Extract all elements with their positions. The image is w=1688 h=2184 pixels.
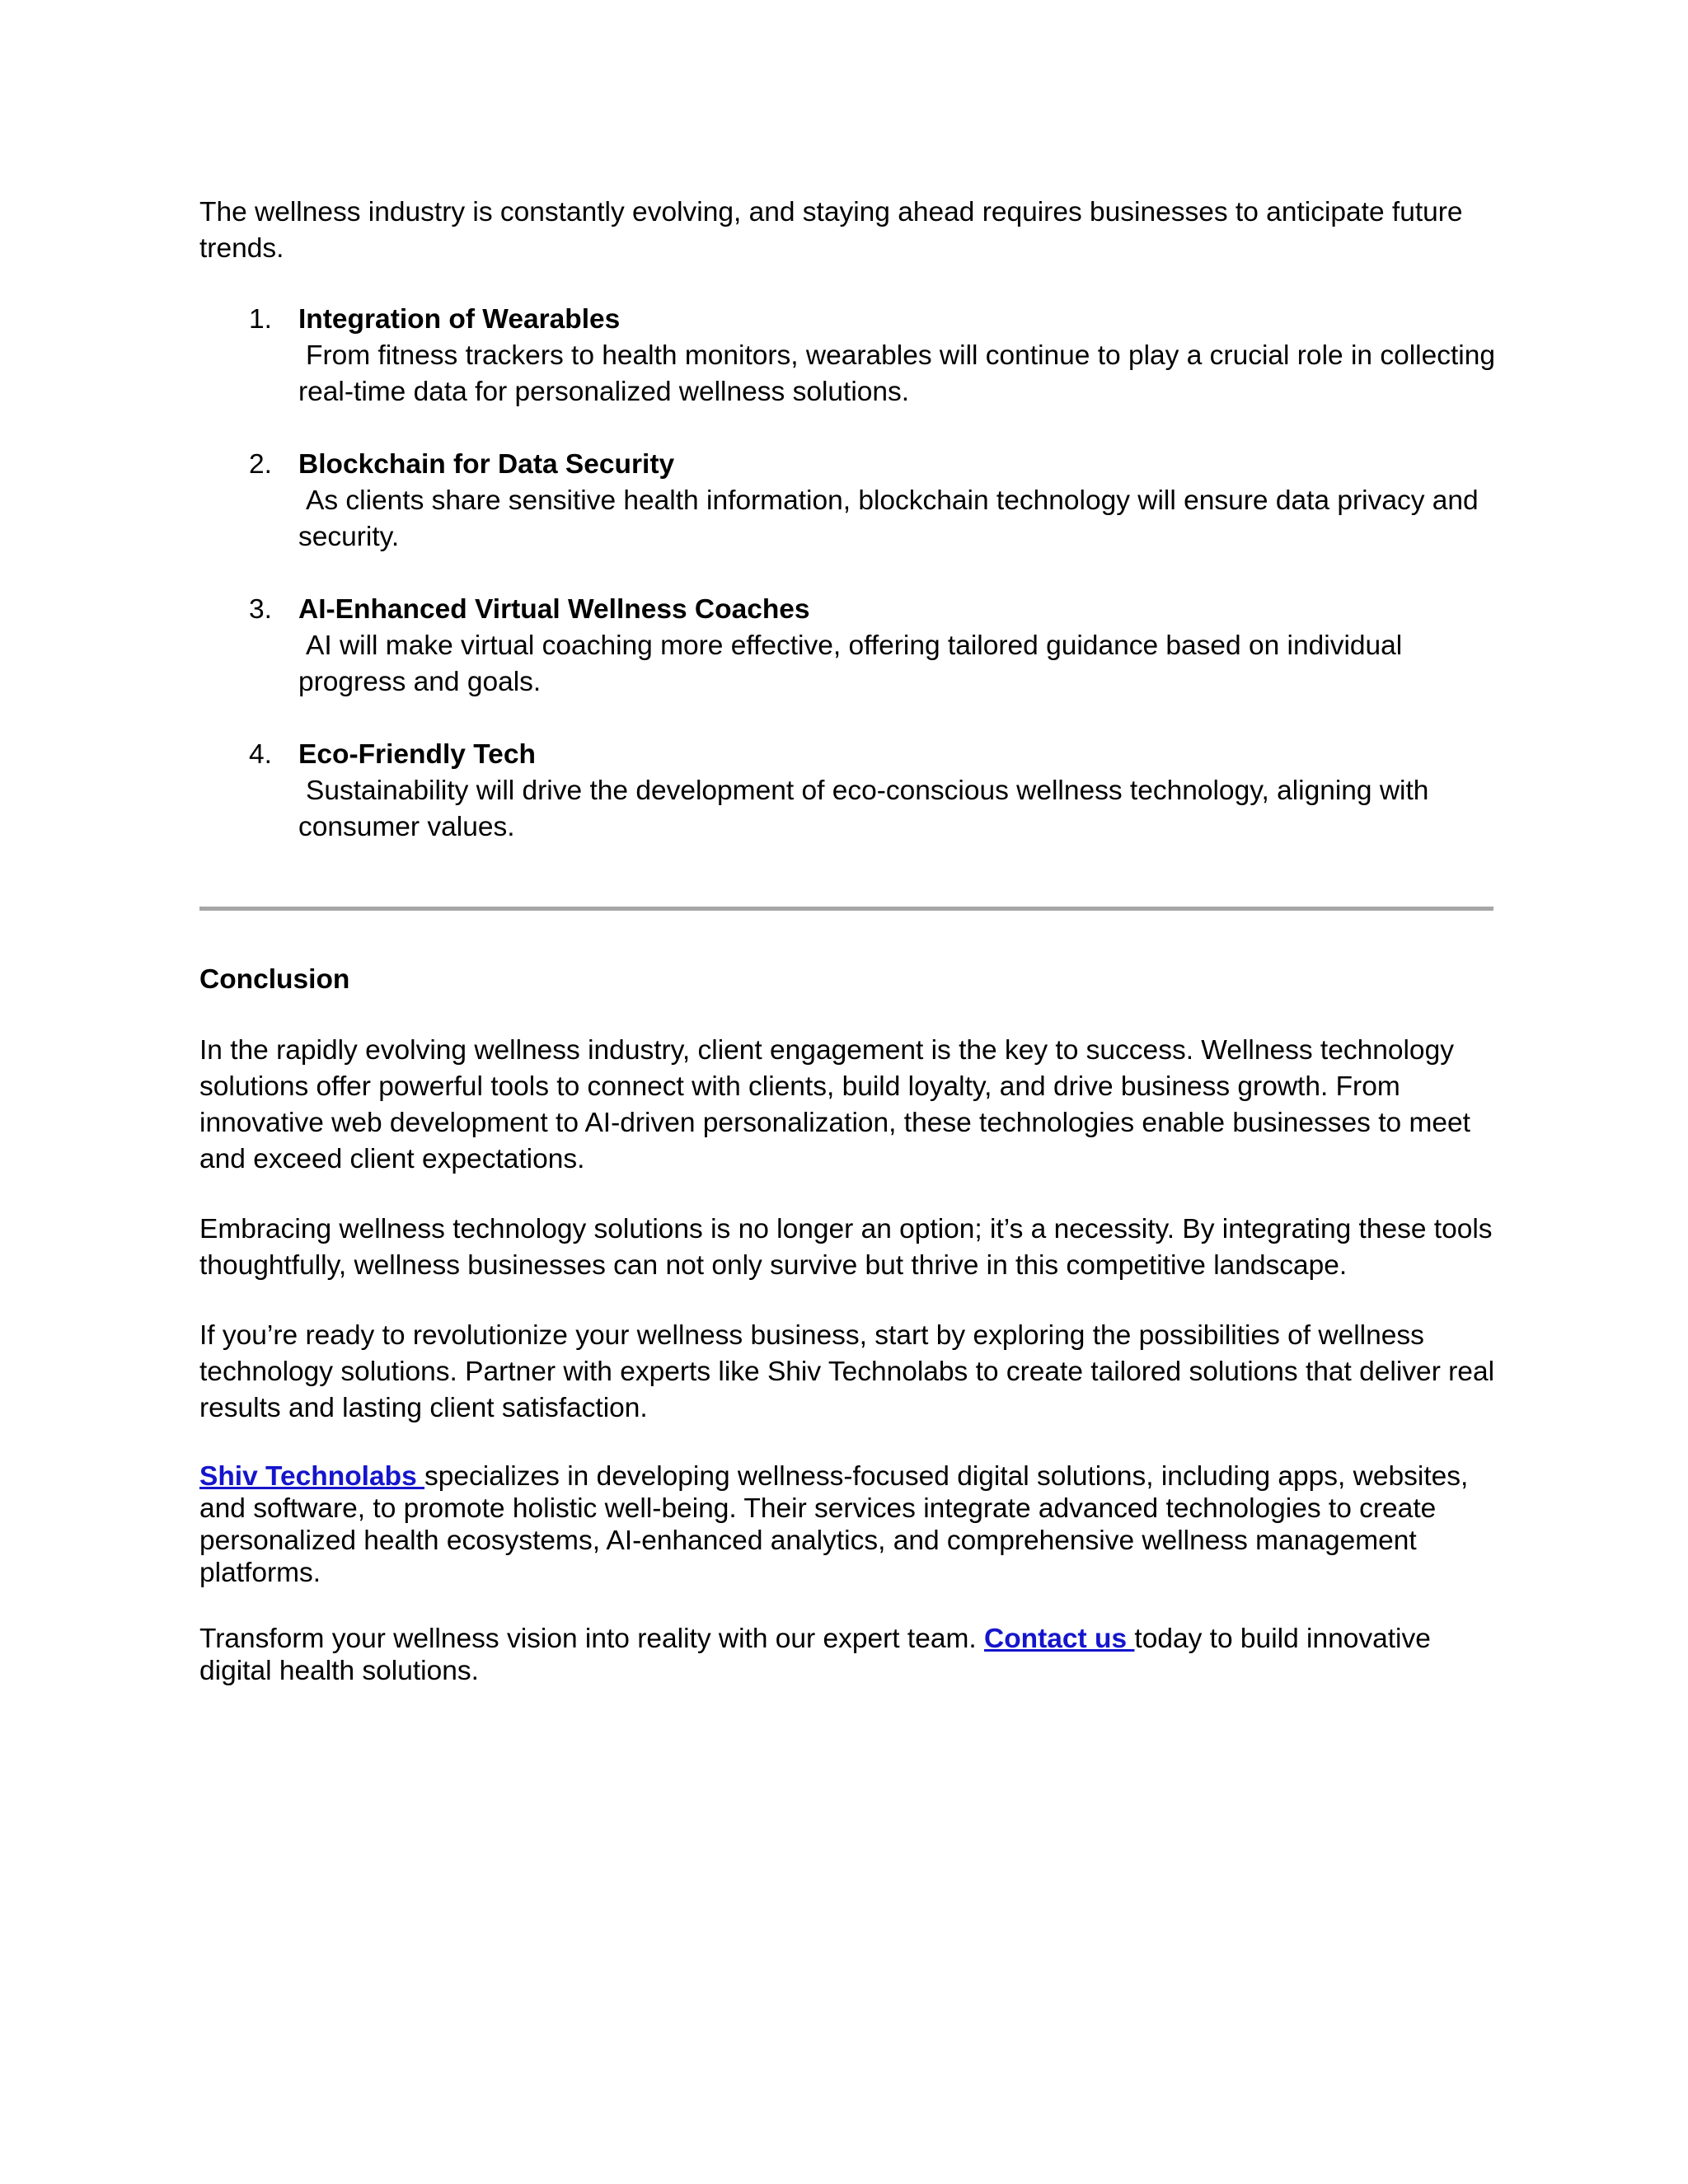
list-item-description: Sustainability will drive the development of eco-conscious wellness technology, aligning with consumer values. [298, 776, 1429, 842]
list-item-number: 2. [249, 449, 272, 480]
intro-paragraph: The wellness industry is constantly evolving, and staying ahead requires businesses to anticipate future trends. [199, 197, 1463, 264]
list-item [199, 737, 1502, 846]
list-item [199, 592, 1502, 701]
list-item [199, 447, 1502, 555]
document-content [199, 194, 1502, 1687]
list-item-title: Blockchain for Data Security [298, 449, 675, 480]
list-item-description: As clients share sensitive health information, blockchain technology will ensure data privacy and security. [298, 485, 1479, 552]
company-description: specializes in developing wellness-focused digital solutions, including apps, websites, and software, to promote holistic well-being. Their services integrate advanced technologies to create personalized health ecosystems, AI-enhanced analytics, and comprehensive wellness management platforms. [199, 1461, 1469, 1588]
list-item-description: AI will make virtual coaching more effective, offering tailored guidance based on individual progress and goals. [298, 630, 1403, 697]
list-item-title: Integration of Wearables [298, 304, 621, 335]
future-trends-list [199, 302, 1502, 846]
contact-us-link[interactable]: Contact us [984, 1624, 1135, 1654]
conclusion-paragraph: If you’re ready to revolutionize your wellness business, start by exploring the possibilities of wellness technology solutions. Partner with experts like Shiv Technolabs to create tailored solutions that deliver real results and lasting client satisfaction. [199, 1320, 1495, 1423]
cta-text-after: today to build innovative digital health solutions. [199, 1624, 1431, 1686]
conclusion-paragraph: Embracing wellness technology solutions is no longer an option; it’s a necessity. By integrating these tools thoughtfully, wellness businesses can not only survive but thrive in this competitive landscape. [199, 1214, 1493, 1281]
cta-text-before: Transform your wellness vision into reality with our expert team. [199, 1624, 985, 1654]
shiv-technolabs-link[interactable]: Shiv Technolabs [199, 1461, 425, 1492]
list-item-title: Eco-Friendly Tech [298, 739, 536, 770]
list-item-number: 4. [249, 739, 272, 770]
conclusion-heading: Conclusion [199, 964, 350, 995]
list-item-number: 3. [249, 594, 272, 625]
list-item-description: From fitness trackers to health monitors, wearables will continue to play a crucial role in collecting real-time data for personalized wellness solutions. [298, 340, 1495, 407]
section-divider [199, 907, 1493, 911]
list-item-number: 1. [249, 304, 272, 335]
list-item-title: AI-Enhanced Virtual Wellness Coaches [298, 594, 810, 625]
cta-paragraph [199, 1623, 1502, 1687]
company-paragraph [199, 1460, 1502, 1589]
list-item [199, 302, 1502, 410]
conclusion-paragraph: In the rapidly evolving wellness industry, client engagement is the key to success. Wellness technology solutions offer powerful tools to connect with clients, build loyalty, and drive business growth. From innovative web development to AI-driven personalization, these technologies enable businesses to meet and exceed client expectations. [199, 1035, 1470, 1174]
